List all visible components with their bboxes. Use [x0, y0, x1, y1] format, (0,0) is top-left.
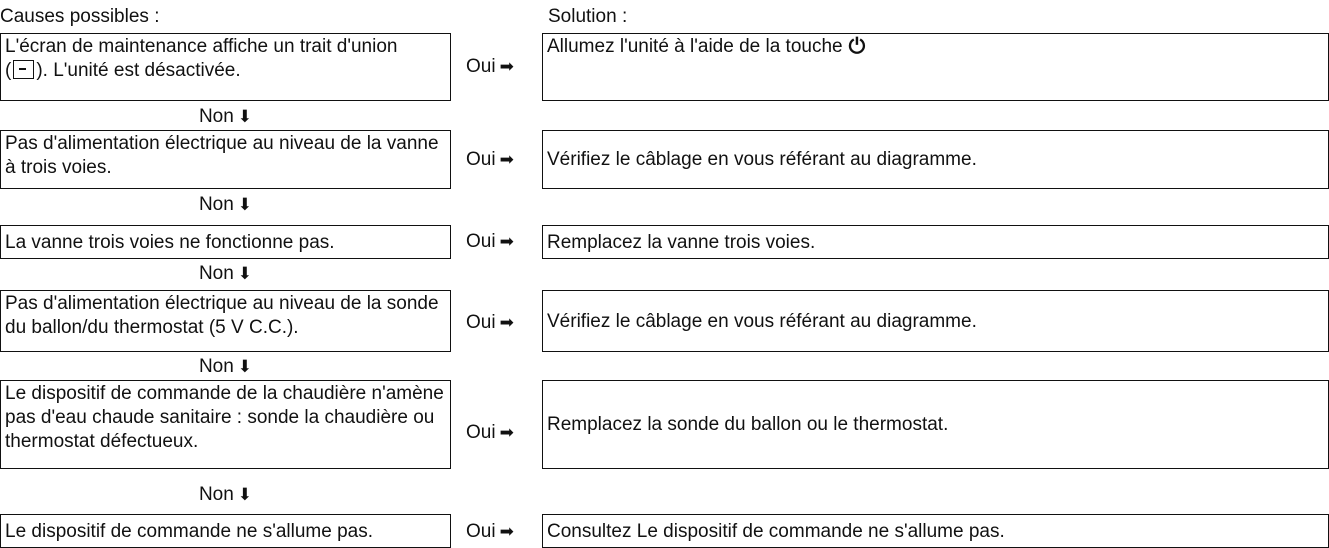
arrow-down-icon: ⬇: [237, 107, 253, 126]
yes-arrow: Oui ➡: [466, 521, 514, 542]
cause-box-3: [0, 225, 451, 259]
cause-text: Pas d'alimentation électrique au niveau de la vanne à trois voies.: [5, 133, 439, 178]
cause-box-5: [0, 380, 451, 469]
cause-box-6: [0, 514, 451, 548]
solution-text: Remplacez la sonde du ballon ou le thermostat.: [547, 414, 949, 435]
minus-key-icon: [13, 60, 34, 79]
arrow-right-icon: ➡: [499, 232, 514, 251]
no-arrow: Non ⬇: [198, 356, 253, 377]
arrow-right-icon: ➡: [499, 57, 514, 76]
solution-box-3: [542, 225, 1329, 259]
no-arrow: Non ⬇: [198, 194, 253, 215]
yes-arrow: Oui ➡: [466, 56, 514, 77]
cause-text: ). L'unité est désactivée.: [36, 60, 241, 81]
no-arrow: Non ⬇: [198, 484, 253, 505]
solution-box-2: [542, 130, 1329, 189]
solution-text: Consultez Le dispositif de commande ne s'allume pas.: [547, 520, 1005, 542]
solution-text: Allumez l'unité à l'aide de la touche: [547, 36, 843, 57]
arrow-down-icon: ⬇: [237, 264, 253, 283]
solution-text: Vérifiez le câblage en vous référant au diagramme.: [547, 149, 977, 170]
yes-arrow: Oui ➡: [466, 149, 514, 170]
no-arrow: Non ⬇: [198, 263, 253, 284]
arrow-down-icon: ⬇: [237, 357, 253, 376]
solution-header: Solution :: [548, 6, 628, 27]
power-icon: ⏻: [848, 35, 866, 58]
solution-box-4: [542, 290, 1329, 352]
cause-text: (: [5, 60, 12, 81]
solution-box-1: [542, 33, 1329, 101]
causes-header: Causes possibles :: [0, 6, 160, 27]
cause-text: La vanne trois voies ne fonctionne pas.: [5, 231, 335, 253]
cause-text: L'écran de maintenance affiche un trait d'union: [5, 36, 398, 57]
solution-box-6: [542, 514, 1329, 548]
arrow-down-icon: ⬇: [237, 485, 253, 504]
yes-arrow: Oui ➡: [466, 312, 514, 333]
cause-text: Le dispositif de commande ne s'allume pas.: [5, 520, 373, 542]
yes-arrow: Oui ➡: [466, 422, 514, 443]
arrow-right-icon: ➡: [499, 150, 514, 169]
solution-box-5: [542, 380, 1329, 469]
cause-box-4: [0, 290, 451, 352]
cause-box-1: [0, 33, 451, 101]
arrow-right-icon: ➡: [499, 423, 514, 442]
arrow-right-icon: ➡: [499, 522, 514, 541]
cause-text: Pas d'alimentation électrique au niveau de la sonde du ballon/du thermostat (5 V C.C.).: [5, 293, 439, 338]
solution-text: Vérifiez le câblage en vous référant au diagramme.: [547, 310, 977, 332]
solution-text: Remplacez la vanne trois voies.: [547, 231, 816, 253]
arrow-right-icon: ➡: [499, 313, 514, 332]
cause-text: Le dispositif de commande de la chaudière n'amène pas d'eau chaude sanitaire : sonde la chaudière ou thermostat défectueux.: [5, 383, 444, 452]
cause-box-2: [0, 130, 451, 189]
arrow-down-icon: ⬇: [237, 195, 253, 214]
yes-arrow: Oui ➡: [466, 231, 514, 252]
no-arrow: Non ⬇: [198, 106, 253, 127]
